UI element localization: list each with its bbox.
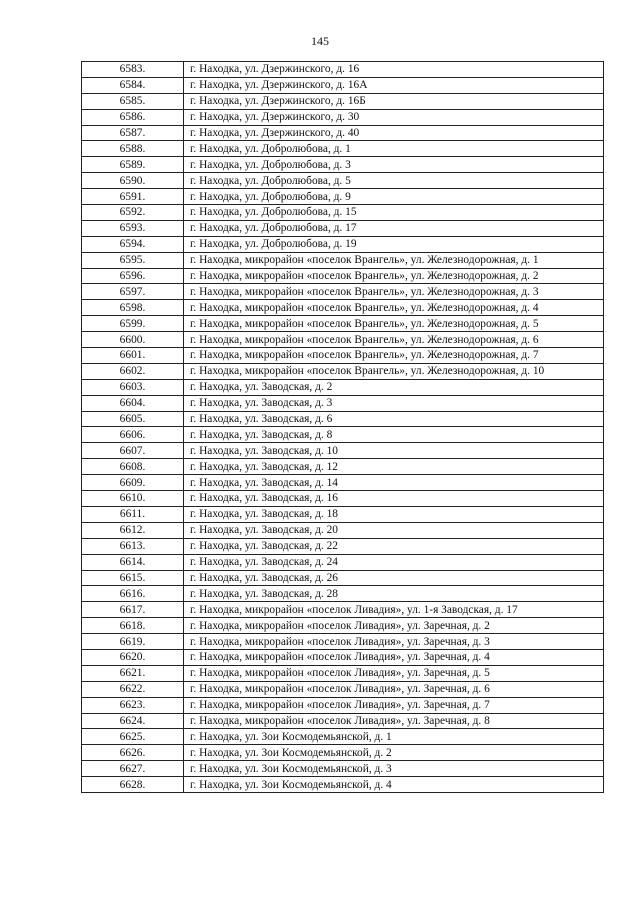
table-row <box>82 157 604 173</box>
address-registry-table <box>81 61 604 793</box>
address-cell: г. Находка, ул. Зои Космодемьянской, д. 3 <box>184 761 604 777</box>
row-number-cell: 6589. <box>82 157 184 173</box>
address-cell: г. Находка, ул. Дзержинского, д. 40 <box>184 125 604 141</box>
table-row <box>82 173 604 189</box>
table-row <box>82 284 604 300</box>
table-row <box>82 506 604 522</box>
address-cell: г. Находка, ул. Заводская, д. 26 <box>184 570 604 586</box>
table-row <box>82 189 604 205</box>
row-number-cell: 6626. <box>82 745 184 761</box>
table-row <box>82 363 604 379</box>
row-number-cell: 6614. <box>82 554 184 570</box>
row-number-cell: 6593. <box>82 220 184 236</box>
table-row <box>82 697 604 713</box>
address-cell: г. Находка, ул. Заводская, д. 20 <box>184 522 604 538</box>
table-row <box>82 618 604 634</box>
address-cell: г. Находка, микрорайон «поселок Ливадия», ул. Заречная, д. 2 <box>184 618 604 634</box>
row-number-cell: 6610. <box>82 491 184 507</box>
row-number-cell: 6596. <box>82 268 184 284</box>
address-cell: г. Находка, микрорайон «поселок Врангель», ул. Железнодорожная, д. 7 <box>184 348 604 364</box>
address-cell: г. Находка, микрорайон «поселок Ливадия», ул. Заречная, д. 6 <box>184 681 604 697</box>
row-number-cell: 6605. <box>82 411 184 427</box>
table-row <box>82 602 604 618</box>
row-number-cell: 6623. <box>82 697 184 713</box>
address-cell: г. Находка, микрорайон «поселок Ливадия», ул. 1-я Заводская, д. 17 <box>184 602 604 618</box>
address-cell: г. Находка, микрорайон «поселок Врангель», ул. Железнодорожная, д. 5 <box>184 316 604 332</box>
table-row <box>82 125 604 141</box>
table-row <box>82 554 604 570</box>
table-row <box>82 141 604 157</box>
table-row <box>82 332 604 348</box>
table-row <box>82 220 604 236</box>
row-number-cell: 6604. <box>82 395 184 411</box>
address-cell: г. Находка, ул. Добролюбова, д. 3 <box>184 157 604 173</box>
table-row <box>82 348 604 364</box>
row-number-cell: 6587. <box>82 125 184 141</box>
table-row <box>82 681 604 697</box>
address-cell: г. Находка, микрорайон «поселок Ливадия», ул. Заречная, д. 3 <box>184 634 604 650</box>
row-number-cell: 6616. <box>82 586 184 602</box>
address-cell: г. Находка, микрорайон «поселок Врангель», ул. Железнодорожная, д. 4 <box>184 300 604 316</box>
row-number-cell: 6602. <box>82 363 184 379</box>
table-row <box>82 649 604 665</box>
table-row <box>82 395 604 411</box>
address-cell: г. Находка, ул. Добролюбова, д. 9 <box>184 189 604 205</box>
row-number-cell: 6615. <box>82 570 184 586</box>
table-row <box>82 634 604 650</box>
table-row <box>82 665 604 681</box>
address-cell: г. Находка, ул. Заводская, д. 22 <box>184 538 604 554</box>
row-number-cell: 6624. <box>82 713 184 729</box>
row-number-cell: 6609. <box>82 475 184 491</box>
table-row <box>82 62 604 78</box>
table-row <box>82 411 604 427</box>
address-cell: г. Находка, ул. Заводская, д. 28 <box>184 586 604 602</box>
table-row <box>82 427 604 443</box>
table-row <box>82 268 604 284</box>
row-number-cell: 6612. <box>82 522 184 538</box>
address-cell: г. Находка, ул. Дзержинского, д. 16 <box>184 62 604 78</box>
address-cell: г. Находка, ул. Зои Космодемьянской, д. 2 <box>184 745 604 761</box>
address-cell: г. Находка, ул. Заводская, д. 14 <box>184 475 604 491</box>
row-number-cell: 6619. <box>82 634 184 650</box>
row-number-cell: 6625. <box>82 729 184 745</box>
table-row <box>82 761 604 777</box>
row-number-cell: 6601. <box>82 348 184 364</box>
address-cell: г. Находка, ул. Добролюбова, д. 15 <box>184 205 604 221</box>
address-cell: г. Находка, микрорайон «поселок Врангель», ул. Железнодорожная, д. 3 <box>184 284 604 300</box>
row-number-cell: 6622. <box>82 681 184 697</box>
row-number-cell: 6597. <box>82 284 184 300</box>
table-body <box>82 62 604 793</box>
address-cell: г. Находка, ул. Заводская, д. 2 <box>184 379 604 395</box>
row-number-cell: 6583. <box>82 62 184 78</box>
address-cell: г. Находка, ул. Дзержинского, д. 16А <box>184 77 604 93</box>
address-cell: г. Находка, ул. Зои Космодемьянской, д. 4 <box>184 777 604 793</box>
address-cell: г. Находка, ул. Дзержинского, д. 16Б <box>184 93 604 109</box>
address-cell: г. Находка, микрорайон «поселок Врангель», ул. Железнодорожная, д. 2 <box>184 268 604 284</box>
table-row <box>82 316 604 332</box>
table-row <box>82 379 604 395</box>
row-number-cell: 6603. <box>82 379 184 395</box>
table-row <box>82 252 604 268</box>
page-number: 145 <box>311 34 329 48</box>
table-row <box>82 538 604 554</box>
address-cell: г. Находка, ул. Заводская, д. 12 <box>184 459 604 475</box>
row-number-cell: 6588. <box>82 141 184 157</box>
row-number-cell: 6591. <box>82 189 184 205</box>
address-cell: г. Находка, ул. Добролюбова, д. 1 <box>184 141 604 157</box>
row-number-cell: 6592. <box>82 205 184 221</box>
table-row <box>82 93 604 109</box>
row-number-cell: 6584. <box>82 77 184 93</box>
table-row <box>82 522 604 538</box>
address-cell: г. Находка, ул. Заводская, д. 24 <box>184 554 604 570</box>
table-row <box>82 570 604 586</box>
row-number-cell: 6590. <box>82 173 184 189</box>
address-cell: г. Находка, ул. Заводская, д. 18 <box>184 506 604 522</box>
row-number-cell: 6611. <box>82 506 184 522</box>
address-cell: г. Находка, ул. Зои Космодемьянской, д. 1 <box>184 729 604 745</box>
address-cell: г. Находка, ул. Заводская, д. 8 <box>184 427 604 443</box>
table-row <box>82 236 604 252</box>
address-cell: г. Находка, микрорайон «поселок Врангель», ул. Железнодорожная, д. 10 <box>184 363 604 379</box>
row-number-cell: 6627. <box>82 761 184 777</box>
row-number-cell: 6617. <box>82 602 184 618</box>
row-number-cell: 6586. <box>82 109 184 125</box>
address-cell: г. Находка, микрорайон «поселок Ливадия», ул. Заречная, д. 7 <box>184 697 604 713</box>
row-number-cell: 6600. <box>82 332 184 348</box>
table-row <box>82 729 604 745</box>
table-row <box>82 777 604 793</box>
row-number-cell: 6598. <box>82 300 184 316</box>
address-cell: г. Находка, ул. Заводская, д. 3 <box>184 395 604 411</box>
table-row <box>82 459 604 475</box>
address-cell: г. Находка, микрорайон «поселок Врангель», ул. Железнодорожная, д. 6 <box>184 332 604 348</box>
table-row <box>82 713 604 729</box>
row-number-cell: 6595. <box>82 252 184 268</box>
address-cell: г. Находка, микрорайон «поселок Врангель», ул. Железнодорожная, д. 1 <box>184 252 604 268</box>
table-row <box>82 475 604 491</box>
address-cell: г. Находка, микрорайон «поселок Ливадия», ул. Заречная, д. 4 <box>184 649 604 665</box>
table-row <box>82 586 604 602</box>
row-number-cell: 6585. <box>82 93 184 109</box>
address-cell: г. Находка, ул. Добролюбова, д. 19 <box>184 236 604 252</box>
address-cell: г. Находка, ул. Заводская, д. 6 <box>184 411 604 427</box>
address-cell: г. Находка, ул. Добролюбова, д. 5 <box>184 173 604 189</box>
row-number-cell: 6613. <box>82 538 184 554</box>
table-row <box>82 443 604 459</box>
row-number-cell: 6606. <box>82 427 184 443</box>
table-row <box>82 77 604 93</box>
row-number-cell: 6599. <box>82 316 184 332</box>
table-row <box>82 109 604 125</box>
address-cell: г. Находка, ул. Добролюбова, д. 17 <box>184 220 604 236</box>
table-row <box>82 300 604 316</box>
address-cell: г. Находка, микрорайон «поселок Ливадия», ул. Заречная, д. 8 <box>184 713 604 729</box>
row-number-cell: 6628. <box>82 777 184 793</box>
table-row <box>82 745 604 761</box>
row-number-cell: 6607. <box>82 443 184 459</box>
address-cell: г. Находка, ул. Заводская, д. 16 <box>184 491 604 507</box>
address-cell: г. Находка, ул. Заводская, д. 10 <box>184 443 604 459</box>
address-cell: г. Находка, микрорайон «поселок Ливадия», ул. Заречная, д. 5 <box>184 665 604 681</box>
row-number-cell: 6594. <box>82 236 184 252</box>
row-number-cell: 6620. <box>82 649 184 665</box>
table-row <box>82 491 604 507</box>
row-number-cell: 6618. <box>82 618 184 634</box>
row-number-cell: 6621. <box>82 665 184 681</box>
address-cell: г. Находка, ул. Дзержинского, д. 30 <box>184 109 604 125</box>
table-row <box>82 205 604 221</box>
row-number-cell: 6608. <box>82 459 184 475</box>
